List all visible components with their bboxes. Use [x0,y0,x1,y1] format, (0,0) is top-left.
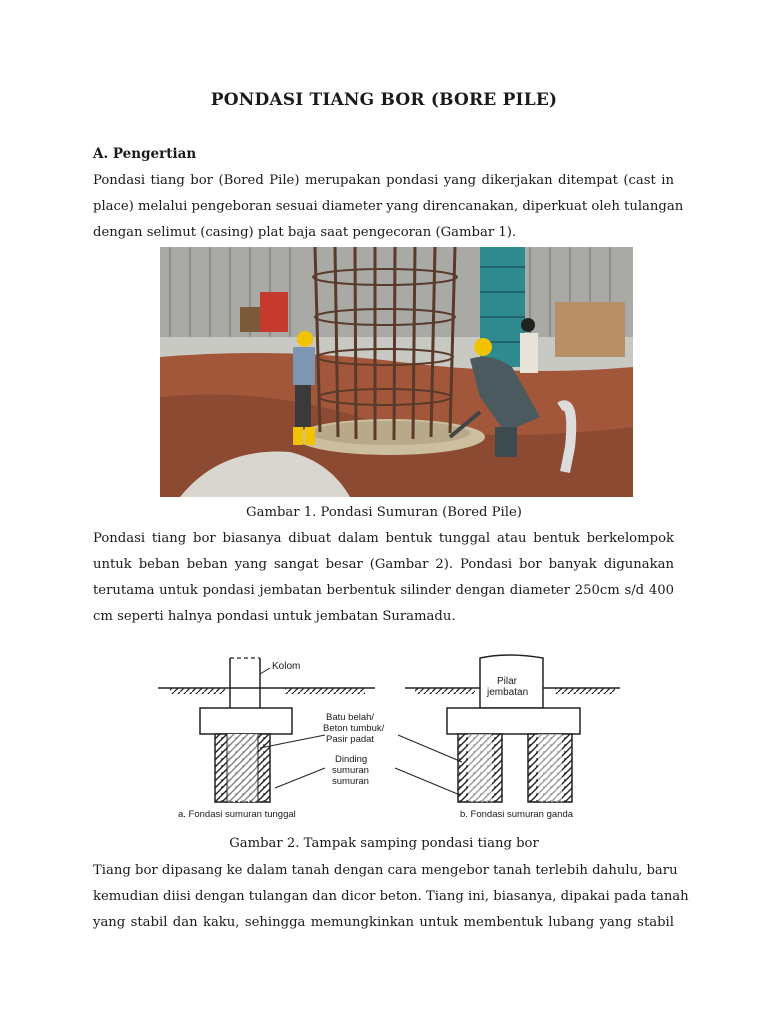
paragraph-line: cm seperti halnya pondasi untuk jembatan Suramadu. [93,609,456,624]
label-sumuran-1: sumuran [332,765,369,776]
label-sumuran-2: sumuran [332,776,369,787]
foundation-diagram [150,650,625,825]
page-title: PONDASI TIANG BOR (BORE PILE) [210,90,558,110]
figure1-caption: Gambar 1. Pondasi Sumuran (Bored Pile) [246,505,522,520]
label-kolom: Kolom [272,661,301,672]
paragraph-line: dengan selimut (casing) plat baja saat pengecoran (Gambar 1). [93,225,517,240]
paragraph-line: Pondasi tiang bor biasanya dibuat dalam bentuk tunggal atau bentuk berkelompok [93,531,674,546]
label-jembatan: jembatan [487,687,529,698]
label-fondasi-tunggal: a. Fondasi sumuran tunggal [178,809,296,820]
label-fondasi-ganda: b. Fondasi sumuran ganda [460,809,574,820]
paragraph-installation [93,858,689,936]
label-batu-belah: Batu belah/ [326,712,375,723]
paragraph-line: kemudian diisi dengan tulangan dan dicor beton. Tiang ini, biasanya, dipakai pada tanah [93,889,689,904]
label-dinding: Dinding [335,754,368,765]
bored-pile-photo [160,247,633,497]
paragraph-definition [93,168,684,246]
label-beton-tumbuk: Beton tumbuk/ [323,723,385,734]
label-pasir-padat: Pasir padat [326,734,375,745]
paragraph-line: untuk beban beban yang sangat besar (Gambar 2). Pondasi bor banyak digunakan [93,557,674,572]
paragraph-line: Pondasi tiang bor (Bored Pile) merupakan pondasi yang dikerjakan ditempat (cast in [93,173,674,188]
paragraph-line: terutama untuk pondasi jembatan berbentuk silinder dengan diameter 250cm s/d 400 [93,583,674,598]
paragraph-line: yang stabil dan kaku, sehingga memungkinkan untuk membentuk lubang yang stabil [93,915,674,930]
paragraph-usage [93,526,674,630]
paragraph-line: Tiang bor dipasang ke dalam tanah dengan cara mengebor tanah terlebih dahulu, baru [93,863,678,878]
paragraph-line: place) melalui pengeboran sesuai diameter yang direncanakan, diperkuat oleh tulangan [93,199,684,214]
label-pilar: Pilar [497,676,518,687]
section-heading: A. Pengertian [93,146,197,162]
figure2-caption: Gambar 2. Tampak samping pondasi tiang bor [229,836,539,851]
